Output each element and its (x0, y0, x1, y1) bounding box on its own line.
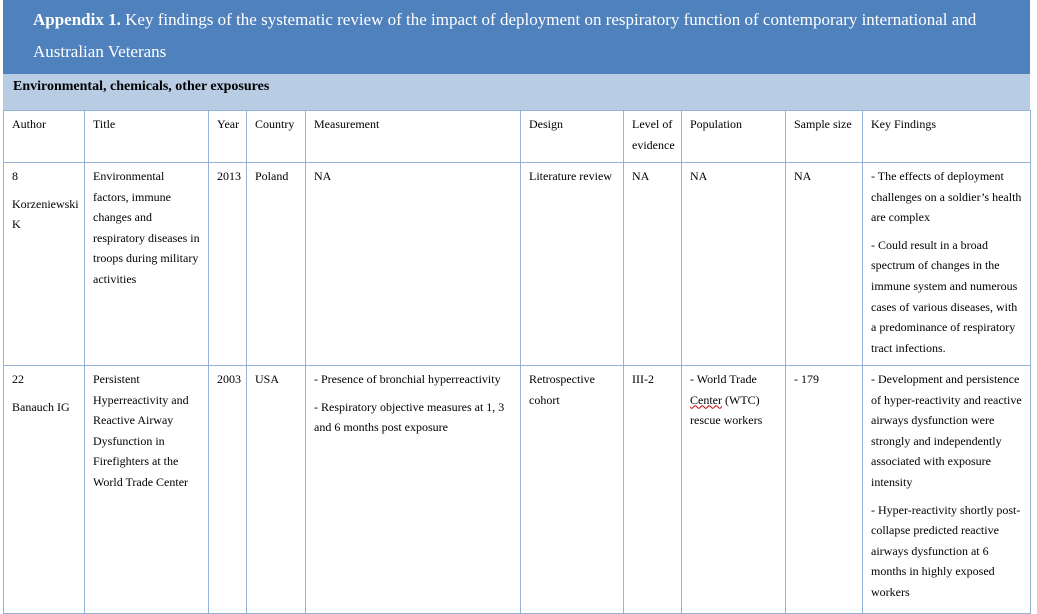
measurement-item: - Presence of bronchial hyperreactivity (314, 372, 501, 386)
author-cell (4, 163, 85, 366)
country-cell: Poland (247, 163, 306, 366)
level-cell: III-2 (624, 366, 682, 614)
findings-cell (863, 366, 1031, 614)
country-cell: USA (247, 366, 306, 614)
title-cell: Persistent Hyperreactivity and Reactive Airway Dysfunction in Firefighters at the World Trade Center (85, 366, 209, 614)
level-cell: NA (624, 163, 682, 366)
sample-cell: NA (786, 163, 863, 366)
appendix-label: Appendix 1. (33, 10, 121, 29)
col-header-population: Population (682, 111, 786, 163)
measurement-item: - Respiratory objective measures at 1, 3 and 6 months post exposure (314, 399, 505, 435)
table-row (4, 366, 1031, 614)
author-name: Korzeniewski K (12, 196, 79, 232)
appendix-title (3, 0, 1030, 74)
col-header-sample: Sample size (786, 111, 863, 163)
col-header-author: Author (4, 111, 85, 163)
population-item: NA (690, 169, 708, 183)
header-row (4, 111, 1031, 163)
measurement-item: NA (314, 169, 332, 183)
population-text-start: - World Trade (690, 372, 757, 386)
measurement-cell (306, 163, 521, 366)
finding-item: - Could result in a broad spectrum of changes in the immune system and numerous cases of various diseases, with a predominance of respiratory tract infections. (871, 237, 1018, 355)
sample-cell: - 179 (786, 366, 863, 614)
table-row (4, 163, 1031, 366)
finding-item: - The effects of deployment challenges on a soldier’s health are complex (871, 169, 1022, 225)
col-header-title: Title (85, 111, 209, 163)
ref-number: 22 (12, 372, 24, 386)
year-cell: 2013 (209, 163, 247, 366)
findings-cell (863, 163, 1031, 366)
col-header-findings: Key Findings (863, 111, 1031, 163)
author-cell (4, 366, 85, 614)
spellcheck-flagged-word: Center (690, 392, 722, 407)
title-cell: Environmental factors, immune changes and respiratory diseases in troops during military activities (85, 163, 209, 366)
section-heading: Environmental, chemicals, other exposures (3, 74, 1030, 110)
finding-item: - Hyper-reactivity shortly post-collapse predicted reactive airways dysfunction at 6 months in highly exposed workers (871, 502, 1021, 599)
ref-number: 8 (12, 169, 18, 183)
col-header-design: Design (521, 111, 624, 163)
measurement-cell (306, 366, 521, 614)
population-text-end: (WTC) rescue workers (690, 392, 763, 428)
design-cell: Retrospective cohort (521, 366, 624, 614)
col-header-level: Level of evidence (624, 111, 682, 163)
population-cell (682, 163, 786, 366)
findings-table (3, 110, 1031, 614)
appendix-caption: Key findings of the systematic review of the impact of deployment on respiratory function of contemporary international and Australian Veterans (33, 10, 977, 61)
finding-item: - Development and persistence of hyper-reactivity and reactive airways dysfunction were strongly and independently associated with exposure intensity (871, 372, 1022, 489)
population-cell (682, 366, 786, 614)
design-cell: Literature review (521, 163, 624, 366)
author-name: Banauch IG (12, 399, 70, 414)
col-header-country: Country (247, 111, 306, 163)
population-item (690, 369, 777, 431)
col-header-year: Year (209, 111, 247, 163)
col-header-measurement: Measurement (306, 111, 521, 163)
year-cell: 2003 (209, 366, 247, 614)
